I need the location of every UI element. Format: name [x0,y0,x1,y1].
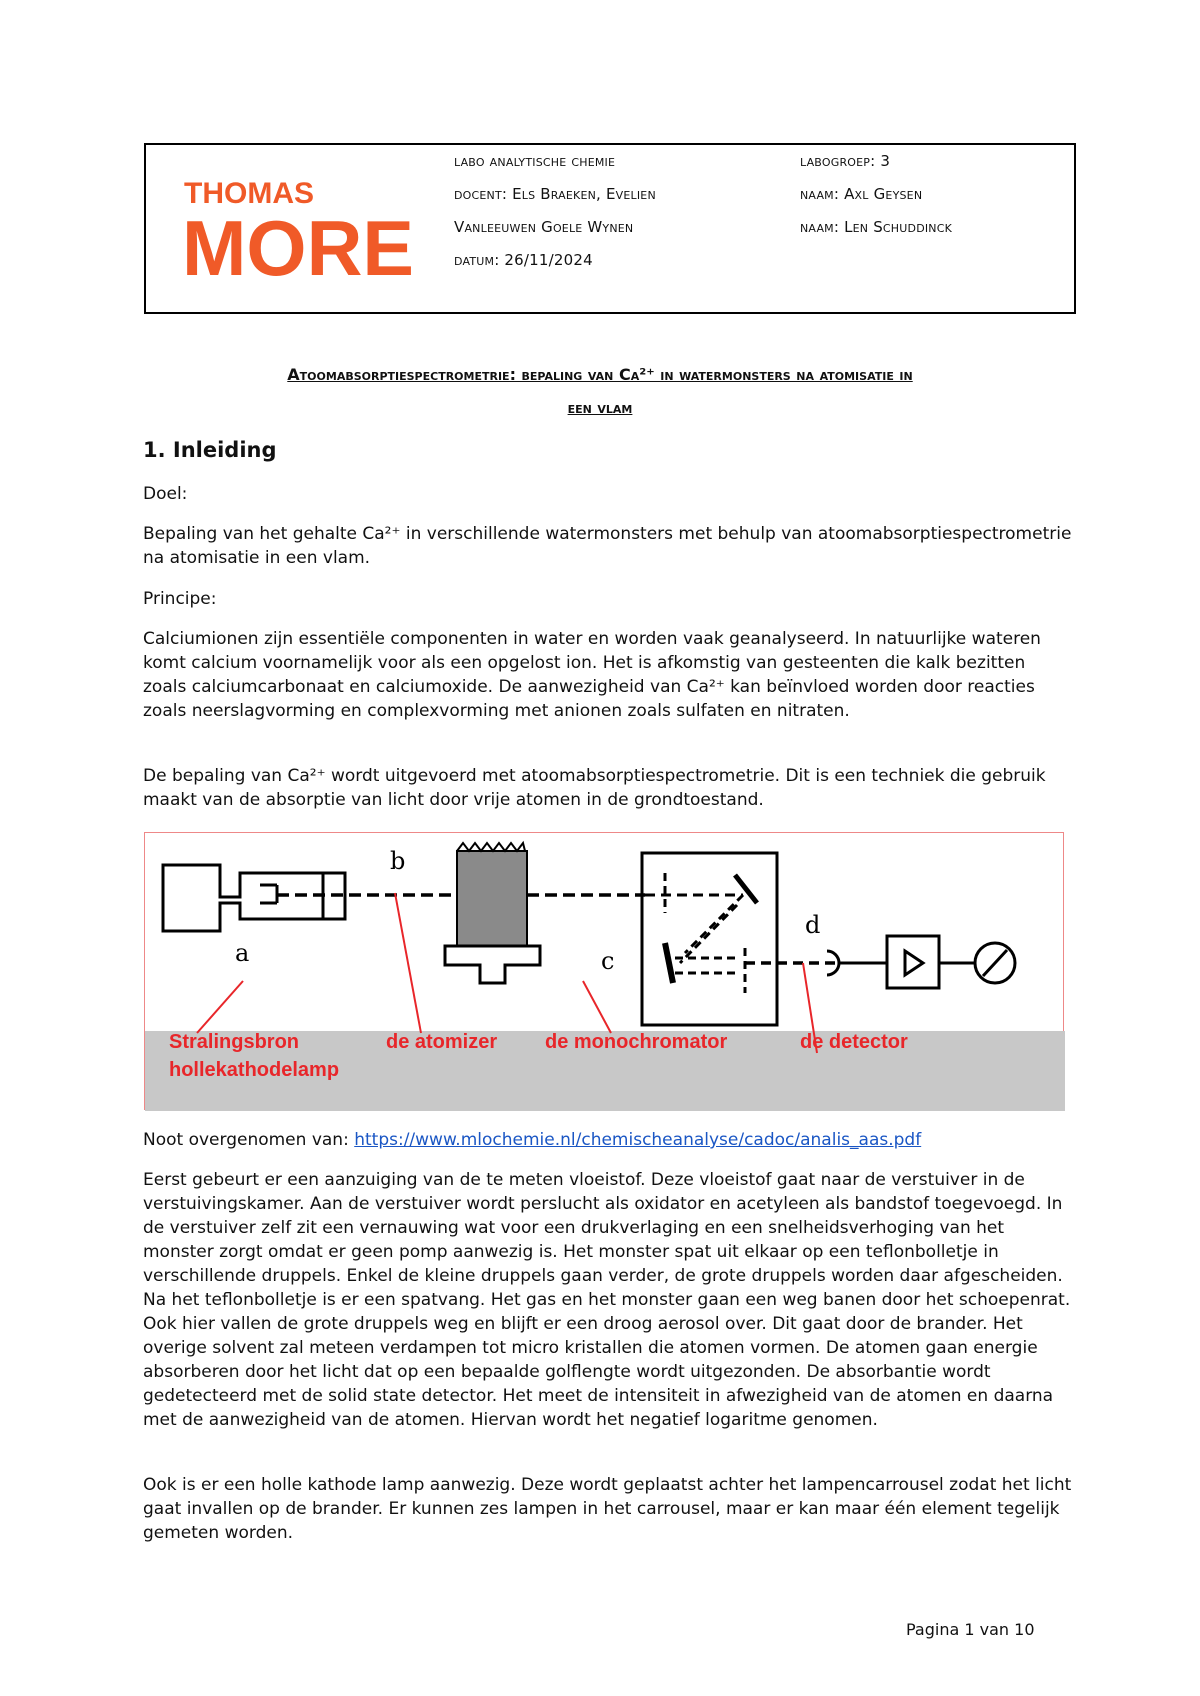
hollow-cathode-lamp [163,865,345,931]
title-line-2: een vlam [567,398,633,417]
figure-note [143,1128,1073,1152]
principe-paragraph-2: De bepaling van Ca²⁺ wordt uitgevoerd met atoomabsorptiespectrometrie. Dit is een techniek die gebruik maakt van de absorptie van licht door vrije atomen in de grondtoestand. [143,766,1046,810]
detector [827,936,1015,988]
labogroep: labogroep: 3 [800,152,891,170]
thomas-more-logo [182,175,417,285]
atomizer-burner [445,843,540,983]
label-hollow-cathode-lamp: hollekathodelamp [169,1059,340,1081]
naam-2: naam: Len Schuddinck [800,218,953,236]
body-paragraph-3: Eerst gebeurt er een aanzuiging van de te meten vloeistof. Deze vloeistof gaat naar de verstuiver in de verstuivingskamer. Aan de verstuiver wordt perslucht als oxidator en acetyleen als bandstof toegevoegd. In de verstuiver zelf zit een vernauwing wat voor een drukverlaging en een snelheidsverhoging van het monster zorgt omdat er geen pomp aanwezig is. Het monster spat uit elkaar op een teflonbolletje in verschillende druppels. Enkel de kleine druppels gaan verder, de grote druppels worden daar afgescheiden. Na het teflonbolletje is er een spatvang. Het gas en het monster gaan een weg banen door het schoepenrat. Ook hier vallen de grote druppels weg en blijft er een droog aerosol over. Dit gaat door de brander. Het overige solvent zal meteen verdampen tot micro kristallen die atomen vormen. De atomen gaan energie absorberen door het licht dat op een bepaalde golflengte wordt uitgezonden. De absorbantie wordt gedetecteerd met de solid state detector. Het meet de intensiteit in afwezigheid van de atomen en daarna met de aanwezigheid van de atomen. Hiervan wordt het negatief logaritme genomen. [143,1170,1071,1430]
label-monochromator: de monochromator [545,1031,728,1053]
monochromator [642,853,777,1025]
section-heading: 1. Inleiding [143,438,277,462]
figure-letter-d: d [805,911,821,939]
label-detector: de detector [800,1031,908,1053]
doel-text: Bepaling van het gehalte Ca²⁺ in verschillende watermonsters met behulp van atoomabsorptiespectrometrie na atomisatie in een vlam. [143,524,1072,568]
source-link[interactable]: https://www.mlochemie.nl/chemischeanalyse/cadoc/analis_aas.pdf [354,1130,922,1150]
doel-label: Doel: [143,484,188,504]
naam-1: naam: Axl Geysen [800,185,923,203]
principe-label: Principe: [143,589,217,609]
logo-text-bottom: MORE [182,204,414,285]
document-title [140,358,1060,424]
docent-continued: Vanleeuwen Goele Wynen [454,218,634,236]
figure-letter-a: a [235,939,250,967]
note-prefix: Noot overgenomen van: [143,1130,355,1150]
aas-schematic-figure [144,832,1064,1110]
header-box [144,143,1076,314]
page-number: Pagina 1 van 10 [906,1620,1035,1639]
logo-text-top: THOMAS [184,177,314,210]
aas-diagram [145,833,1065,1111]
label-radiation-source: Stralingsbron [169,1031,300,1053]
datum: datum: 26/11/2024 [454,251,593,269]
principe-paragraph-1: Calciumionen zijn essentiële componenten in water en worden vaak geanalyseerd. In natuurlijke wateren komt calcium voornamelijk voor als een opgelost ion. Het is afkomstig van gesteenten die kalk bezitten zoals calciumcarbonaat en calciumoxide. De aanwezigheid van Ca²⁺ kan beïnvloed worden door reacties zoals neerslagvorming en complexvorming met anionen zoals sulfaten en nitraten. [143,629,1041,721]
header-course-info [454,145,656,277]
course-name: labo analytische chemie [454,152,616,170]
title-line-1: Atoomabsorptiespectrometrie: bepaling van Ca²⁺ in watermonsters na atomisatie in [287,365,913,384]
figure-letter-b: b [390,847,406,875]
label-atomizer: de atomizer [386,1031,498,1053]
header-group-info [800,145,952,244]
figure-letter-c: c [601,947,615,975]
docent: docent: Els Braeken, Evelien [454,185,656,203]
body-paragraph-4: Ook is er een holle kathode lamp aanwezig. Deze wordt geplaatst achter het lampencarrousel zodat het licht gaat invallen op de brander. Er kunnen zes lampen in het carrousel, maar er kan maar één element tegelijk gemeten worden. [143,1475,1072,1543]
